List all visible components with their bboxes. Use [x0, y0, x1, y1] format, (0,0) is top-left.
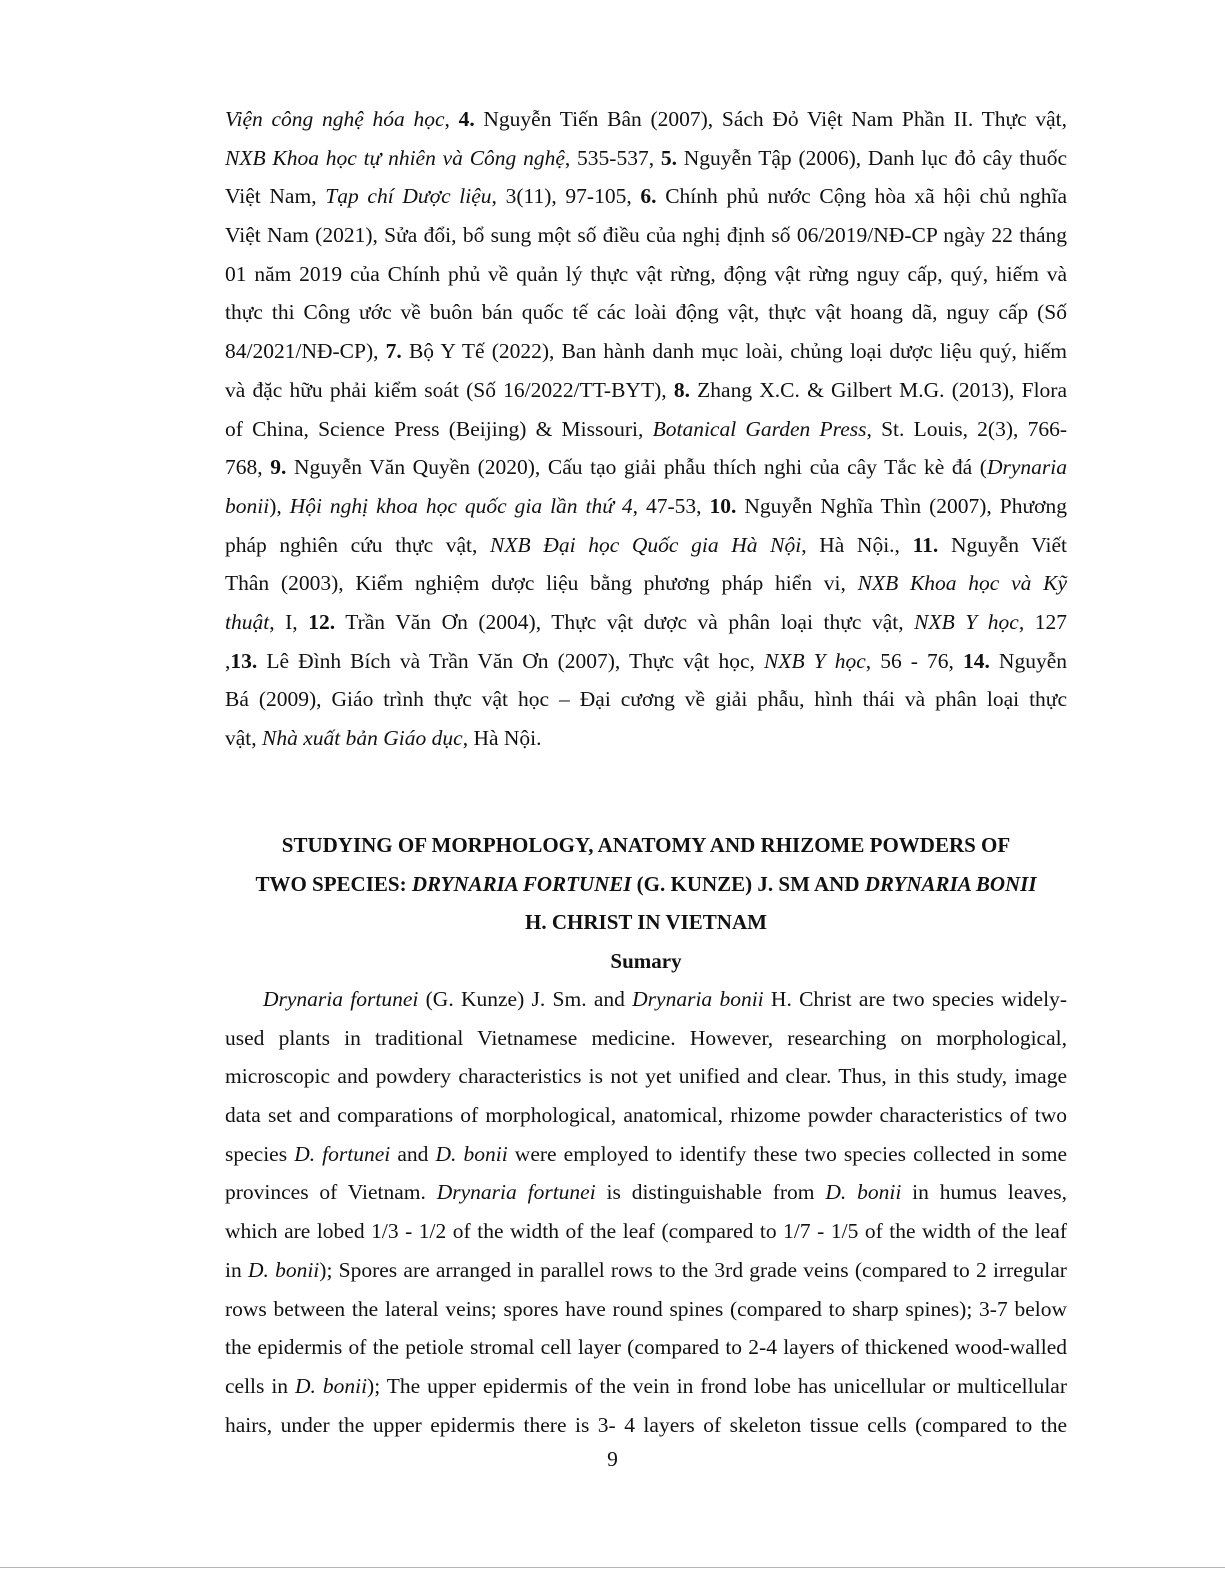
italic-run: Drynaria bonii: [632, 987, 764, 1011]
text-run: Thân (2003), Kiểm nghiệm dược liệu bằng phương pháp hiển vi,: [225, 571, 858, 596]
text-run: Việt Nam (2021), Sửa đổi, bổ sung một số điều của nghị định số 06/2019/NĐ-CP ngày 22 tháng: [225, 223, 1067, 248]
summary-line: [225, 1406, 1067, 1445]
summary-line: [225, 1212, 1067, 1251]
italic-run: Botanical Garden Press: [652, 416, 867, 441]
reference-line: [225, 448, 1067, 487]
text-run: Bộ Y Tế (2022), Ban hành danh mục loài, chủng loại dược liệu quý, hiếm: [401, 339, 1067, 364]
text-run: , 47-53,: [632, 493, 710, 518]
text-run: Nguyễn: [989, 648, 1068, 673]
text-run: ); The upper epidermis of the vein in frond lobe has unicellular or multicellular: [367, 1373, 1067, 1398]
text-run: Trần Văn Ơn (2004), Thực vật dược và phân loại thực vật,: [335, 609, 915, 634]
italic-run: NXB Y học: [763, 648, 866, 673]
text-run: rows between the lateral veins; spores have round spines (compared to sharp spines); 3-7 below: [225, 1296, 1067, 1321]
text-run: ,: [444, 107, 459, 131]
page-number: 9: [607, 1447, 618, 1471]
text-run: in humus leaves,: [901, 1180, 1067, 1205]
text-run: the epidermis of the petiole stromal cell layer (compared to 2-4 layers of thickened wood-walled: [225, 1335, 1067, 1360]
text-run: [643, 417, 652, 441]
title-line: [225, 826, 1067, 865]
reference-line: [225, 526, 1067, 565]
text-run: thực thi Công ước về buôn bán quốc tế các loài động vật, thực vật hoang dã, nguy cấp (Số: [225, 300, 1067, 325]
summary-line: [225, 1096, 1067, 1135]
summary-line: [225, 1057, 1067, 1096]
summary-line: [225, 980, 1067, 1019]
text-run: Zhang X.C. & Gilbert M.G. (2013), Flora: [689, 377, 1067, 402]
italic-run: DRYNARIA BONII: [864, 871, 1037, 896]
text-run: 01 năm 2019 của Chính phủ về quản lý thực vật rừng, động vật rừng nguy cấp, quý, hiếm và: [225, 261, 1067, 286]
text-run: , I,: [269, 609, 309, 634]
text-run: which are lobed 1/3 - 1/2 of the width of the leaf (compared to 1/7 - 1/5 of the width of the leaf: [225, 1219, 1067, 1244]
reference-line: [225, 487, 1067, 526]
reference-line: [225, 410, 1067, 449]
summary-heading: Sumary: [610, 949, 682, 973]
italic-run: NXB Khoa học và Kỹ: [857, 571, 1068, 596]
text-run: used plants in traditional Vietnamese medicine. However, researching on morphological,: [225, 1025, 1067, 1050]
summary-line: [225, 1173, 1067, 1212]
bold-run: 10.: [709, 493, 737, 518]
text-run: ); Spores are arranged in parallel rows to the 3rd grade veins (compared to 2 irregular: [319, 1257, 1067, 1282]
reference-line: [225, 255, 1067, 294]
text-run: Việt Nam,: [225, 184, 326, 209]
text-run: H. CHRIST IN VIETNAM: [525, 910, 767, 935]
reference-line: [225, 719, 1067, 758]
reference-line: [225, 177, 1067, 216]
italic-run: Drynaria fortunei: [436, 1180, 596, 1205]
text-run: Nguyễn Nghĩa Thìn (2007), Phương: [736, 493, 1067, 518]
text-run: cells in: [225, 1373, 295, 1398]
text-run: , 535-537,: [564, 145, 661, 170]
text-run: Lê Đình Bích và Trần Văn Ơn (2007), Thực vật học,: [257, 648, 764, 673]
reference-line: [225, 680, 1067, 719]
text-run: , Hà Nội.: [462, 726, 542, 750]
bold-run: 7.: [385, 339, 402, 364]
text-run: vật,: [225, 726, 263, 750]
text-run: 768,: [225, 455, 271, 480]
title-line: [225, 903, 1067, 942]
bold-run: 9.: [270, 455, 287, 480]
text-run: , 127: [1018, 609, 1068, 634]
text-run: pháp nghiên cứu thực vật,: [225, 532, 491, 557]
italic-run: Nhà xuất bản Giáo dục: [262, 726, 463, 750]
italic-run: D. bonii: [825, 1180, 902, 1205]
italic-run: Viện công nghệ hóa học: [225, 107, 445, 131]
italic-run: NXB Đại học Quốc gia Hà Nội: [490, 532, 802, 557]
summary-line: [225, 1367, 1067, 1406]
text-run: , 3(11), 97-105,: [491, 184, 641, 209]
italic-run: D. bonii: [295, 1373, 368, 1398]
italic-run: NXB Khoa học tự nhiên và Công nghệ: [225, 145, 565, 170]
text-run: (G. Kunze) J. Sm. and: [418, 987, 633, 1011]
bold-run: 12.: [308, 609, 336, 634]
bold-run: 4.: [458, 107, 475, 131]
bold-run: 13.: [230, 648, 258, 673]
bold-run: 14.: [962, 648, 990, 673]
text-run: species: [225, 1141, 295, 1166]
bold-run: 8.: [673, 377, 690, 402]
italic-run: Hội nghị khoa học quốc gia lần thứ 4: [289, 493, 633, 518]
reference-line: [225, 564, 1067, 603]
reference-line: [225, 332, 1067, 371]
text-run: hairs, under the upper epidermis there is 3- 4 layers of skeleton tissue cells (compared to the: [225, 1412, 1067, 1437]
italic-run: D. bonii: [435, 1141, 508, 1166]
text-run: , St. Louis, 2(3), 766-: [866, 416, 1067, 441]
italic-run: bonii: [225, 493, 270, 518]
text-run: were employed to identify these two species collected in some: [507, 1141, 1067, 1166]
italic-run: Drynaria fortunei: [263, 987, 419, 1011]
page-bottom-edge: [0, 1567, 1225, 1586]
text-run: provinces of Vietnam.: [225, 1180, 437, 1205]
text-run: Nguyễn Văn Quyền (2020), Cấu tạo giải phẫu thích nghi của cây Tắc kè đá (: [286, 455, 987, 480]
text-run: Chính phủ nước Cộng hòa xã hội chủ nghĩa: [656, 184, 1067, 209]
text-run: TWO SPECIES:: [255, 871, 412, 896]
italic-run: thuật: [225, 609, 270, 634]
text-run: H. Christ are two species widely-: [763, 987, 1067, 1011]
text-run: 84/2021/NĐ-CP),: [225, 339, 386, 364]
references-paragraph: [225, 100, 1067, 758]
text-run: Nguyễn Tiến Bân (2007), Sách Đỏ Việt Nam Phần II. Thực vật,: [474, 107, 1067, 131]
text-run: Bá (2009), Giáo trình thực vật học – Đại cương về giải phẫu, hình thái và phân loại thực: [225, 687, 1067, 712]
text-run: STUDYING OF MORPHOLOGY, ANATOMY AND RHIZOME POWDERS OF: [281, 833, 1011, 857]
text-run: (G. KUNZE) J. SM AND: [631, 871, 865, 896]
summary-line: [225, 1328, 1067, 1367]
italic-run: D. bonii: [247, 1257, 320, 1282]
title-line: [225, 865, 1067, 904]
bold-run: 5.: [660, 145, 677, 170]
text-run: ),: [269, 493, 290, 518]
text-run: ,: [225, 648, 231, 673]
text-run: , Hà Nội.,: [801, 532, 913, 557]
text-run: , 56 - 76,: [865, 648, 963, 673]
reference-line: [225, 139, 1067, 178]
bold-run: 11.: [912, 532, 939, 557]
reference-line: [225, 100, 1067, 139]
italic-run: DRYNARIA FORTUNEI: [411, 871, 632, 896]
bold-run: 6.: [640, 184, 657, 209]
text-run: in: [225, 1257, 248, 1282]
reference-line: [225, 642, 1067, 681]
text-run: Nguyễn Viết: [938, 532, 1067, 557]
text-run: Nguyễn Tập (2006), Danh lục đỏ cây thuốc: [676, 145, 1067, 170]
text-run: and: [390, 1141, 436, 1166]
reference-line: [225, 371, 1067, 410]
summary-line: [225, 1135, 1067, 1174]
text-run: of China, Science Press (Beijing) & Missouri: [225, 416, 638, 441]
summary-line: [225, 1019, 1067, 1058]
reference-line: [225, 603, 1067, 642]
article-title: [225, 826, 1067, 942]
italic-run: ,: [638, 416, 644, 441]
text-run: data set and comparations of morphological, anatomical, rhizome powder characteristics of two: [225, 1103, 1067, 1128]
italic-run: D. fortunei: [294, 1141, 391, 1166]
italic-run: Drynaria: [986, 455, 1068, 480]
summary-line: [225, 1251, 1067, 1290]
summary-paragraph: [225, 980, 1067, 1444]
italic-run: NXB Y học: [914, 609, 1019, 634]
text-run: và đặc hữu phải kiểm soát (Số 16/2022/TT-BYT),: [225, 377, 674, 402]
italic-run: Tạp chí Dược liệu: [325, 184, 492, 209]
reference-line: [225, 293, 1067, 332]
reference-line: [225, 216, 1067, 255]
text-run: is distinguishable from: [595, 1180, 826, 1205]
text-run: microscopic and powdery characteristics is not yet unified and clear. Thus, in this study, image: [225, 1064, 1067, 1089]
summary-line: [225, 1290, 1067, 1329]
